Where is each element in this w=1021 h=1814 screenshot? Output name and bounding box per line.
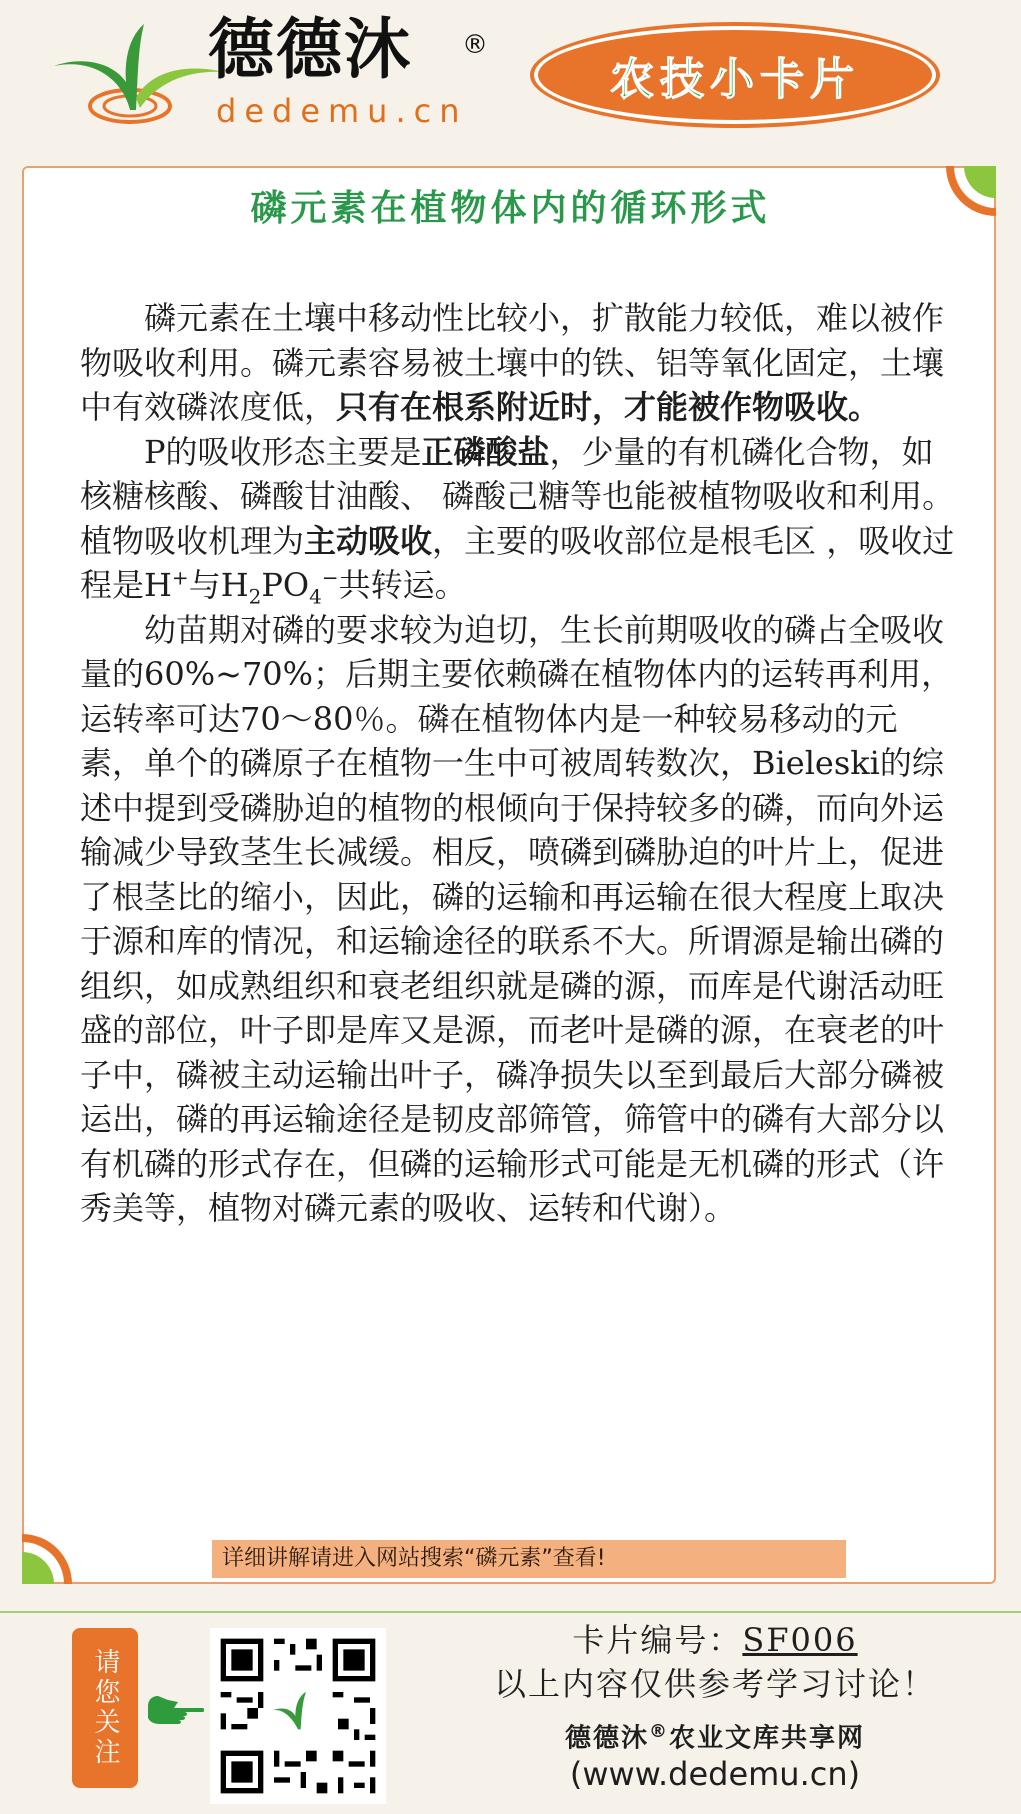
brand-registered-mark: ® [462, 30, 488, 60]
paragraph-1: 磷元素在土壤中移动性比较小，扩散能力较低，难以被作物吸收利用。磷元素容易被土壤中的铁、铝等氧化固定，土壤中有效磷浓度低，只有在根系附近时，才能被作物吸收。 [80, 299, 945, 426]
follow-us-tag: 请您关注 [72, 1628, 138, 1788]
website-search-note: 详细讲解请进入网站搜索“磷元素”查看! [212, 1540, 846, 1578]
site-url[interactable]: (www.dedemu.cn) [569, 1755, 861, 1793]
article-body [80, 296, 960, 1231]
card-badge [534, 26, 936, 124]
site-name: 德德沐®农业文库共享网 [564, 1721, 866, 1754]
article-title: 磷元素在植物体内的循环形式 [250, 188, 771, 229]
paragraph-2: P的吸收形态主要是正磷酸盐，少量的有机磷化合物，如核糖核酸、磷酸甘油酸、 磷酸己糖等也能被植物吸收和利用。植物吸收机理为主动吸收，主要的吸收部位是根毛区 ，吸收过程是H+与$H_2PO_4^-$共转运。 [80, 432, 955, 609]
paragraph-3: 幼苗期对磷的要求较为迫切，生长前期吸收的磷占全吸收量的60%~70%；后期主要依赖磷在植物体内的运转再利用，运转率可达70～80％。磷在植物体内是一种较易移动的元素，单个的磷原子在植物一生中可被周转数次，Bieleski的综述中提到受磷胁迫的植物的根倾向于保持较多的磷，而向外运输减少导致茎生长减缓。相反，喷磷到磷胁迫的叶片上，促进了根茎比的缩小，因此，磷的运输和再运输在很大程度上取决于源和库的情况，和运输途径的联系不大。所谓源是输出磷的组织，如成熟组织和衰老组织就是磷的源，而库是代谢活动旺盛的部位，叶子即是库又是源，而老叶是磷的源，在衰老的叶子中，磷被主动运输出叶子，磷净损失以至到最后大部分磷被运出，磷的再运输途径是韧皮部筛管，筛管中的磷有大部分以有机磷的形式存在，但磷的运输形式可能是无机磷的形式（许秀美等，植物对磷元素的吸收、运转和代谢）。 [80, 610, 954, 1227]
card-number-line [430, 1618, 1000, 1662]
brand-url: dedemu.cn [216, 92, 468, 130]
card-badge-label: 农技小卡片 [610, 54, 860, 105]
brand-name: 德德沐 [208, 11, 412, 88]
corner-ornament-bottom-left [22, 1534, 72, 1584]
logo-mark [52, 18, 227, 138]
card-number: SF006 [742, 1621, 858, 1659]
pointing-hand-icon [144, 1688, 204, 1728]
disclaimer: 以上内容仅供参考学习讨论！ [493, 1665, 936, 1703]
card-number-label: 卡片编号： [572, 1621, 743, 1659]
footer-divider [0, 1611, 1021, 1613]
qr-code[interactable] [210, 1628, 386, 1804]
